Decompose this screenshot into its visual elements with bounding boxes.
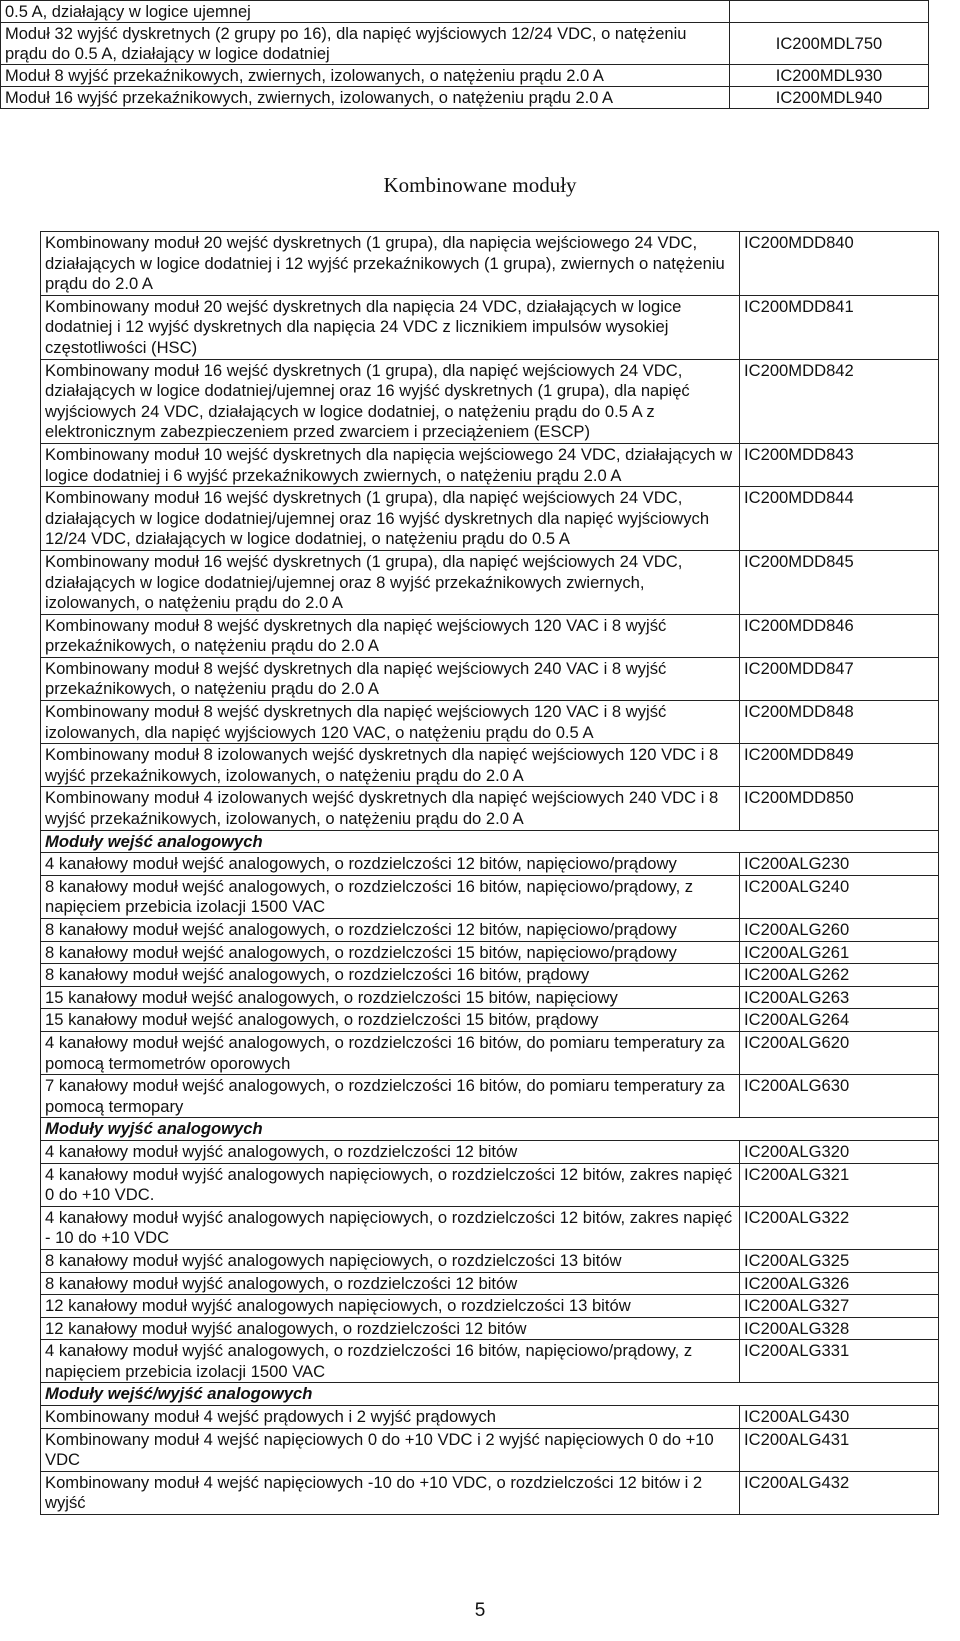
module-description: Kombinowany moduł 16 wejść dyskretnych (1 grupa), dla napięć wejściowych 24 VDC, działających w logice dodatniej/ujemnej oraz 8 wyjść przekaźnikowych zwiernych, izolowanych, o natężeniu prądu do 2.0 A <box>41 550 740 614</box>
table-row <box>41 1009 939 1032</box>
table-row <box>41 550 939 614</box>
table-row <box>41 941 939 964</box>
table-row <box>41 487 939 551</box>
module-code: IC200ALG325 <box>740 1249 939 1272</box>
module-description: 8 kanałowy moduł wejść analogowych, o rozdzielczości 16 bitów, prądowy <box>41 964 740 987</box>
module-code: IC200MDD843 <box>740 443 939 486</box>
module-code: IC200MDD844 <box>740 487 939 551</box>
table-row <box>41 1075 939 1118</box>
module-code: IC200ALG430 <box>740 1406 939 1429</box>
module-description: Kombinowany moduł 4 wejść napięciowych 0 do +10 VDC i 2 wyjść napięciowych 0 do +10 VDC <box>41 1428 740 1471</box>
module-description: 7 kanałowy moduł wejść analogowych, o rozdzielczości 16 bitów, do pomiaru temperatury za pomocą termopary <box>41 1075 740 1118</box>
module-code: IC200ALG240 <box>740 875 939 918</box>
module-description: Kombinowany moduł 20 wejść dyskretnych (1 grupa), dla napięcia wejściowego 24 VDC, działających w logice dodatniej i 12 wyjść przekaźnikowych (1 grupa), zwiernych o natężeniu prądu do 2.0 A <box>41 232 740 296</box>
module-code: IC200ALG264 <box>740 1009 939 1032</box>
module-description: Kombinowany moduł 16 wejść dyskretnych (1 grupa), dla napięć wejściowych 24 VDC, działających w logice dodatniej/ujemnej oraz 16 wyjść dyskretnych (1 grupa), dla napięć wyjściowych 24 VDC, działających w logice dodatniej, o natężeniu prądu do 0.5 A z elektronicznym zabezpieczeniem przed zwarciem i przeciążeniem (ESCP) <box>41 359 740 443</box>
table-row <box>41 964 939 987</box>
module-description: Kombinowany moduł 4 izolowanych wejść dyskretnych dla napięć wejściowych 240 VDC i 8 wyjść przekaźnikowych, izolowanych, o natężeniu prądu do 2.0 A <box>41 787 740 830</box>
module-code: IC200MDD846 <box>740 614 939 657</box>
section-heading: Moduły wyjść analogowych <box>41 1118 939 1141</box>
table-row <box>41 1406 939 1429</box>
module-description: Kombinowany moduł 10 wejść dyskretnych dla napięcia wejściowego 24 VDC, działających w logice dodatniej i 6 wyjść przekaźnikowych zwiernych, o natężeniu prądu 2.0 A <box>41 443 740 486</box>
module-code: IC200ALG327 <box>740 1295 939 1318</box>
table-row <box>41 295 939 359</box>
module-description: 15 kanałowy moduł wejść analogowych, o rozdzielczości 15 bitów, prądowy <box>41 1009 740 1032</box>
module-description: 4 kanałowy moduł wejść analogowych, o rozdzielczości 16 bitów, do pomiaru temperatury za pomocą termometrów oporowych <box>41 1031 740 1074</box>
module-description: 12 kanałowy moduł wyjść analogowych, o rozdzielczości 12 bitów <box>41 1317 740 1340</box>
table-row <box>41 875 939 918</box>
module-code: IC200ALG260 <box>740 919 939 942</box>
module-code: IC200MDL930 <box>730 65 929 87</box>
table-row <box>41 614 939 657</box>
module-description: Kombinowany moduł 4 wejść napięciowych -10 do +10 VDC, o rozdzielczości 12 bitów i 2 wyjść <box>41 1471 740 1514</box>
section-heading: Moduły wejść analogowych <box>41 830 939 853</box>
module-code: IC200ALG322 <box>740 1206 939 1249</box>
module-description: Moduł 16 wyjść przekaźnikowych, zwiernych, izolowanych, o natężeniu prądu 2.0 A <box>1 87 730 109</box>
module-description: 4 kanałowy moduł wejść analogowych, o rozdzielczości 12 bitów, napięciowo/prądowy <box>41 853 740 876</box>
module-code: IC200MDD842 <box>740 359 939 443</box>
section-heading-row <box>41 1118 939 1141</box>
module-description: 15 kanałowy moduł wejść analogowych, o rozdzielczości 15 bitów, napięciowy <box>41 986 740 1009</box>
module-description: 4 kanałowy moduł wyjść analogowych, o rozdzielczości 16 bitów, napięciowo/prądowy, z napięciem przebicia izolacji 1500 VAC <box>41 1340 740 1383</box>
module-code: IC200MDD850 <box>740 787 939 830</box>
module-description: Kombinowany moduł 8 wejść dyskretnych dla napięć wejściowych 240 VAC i 8 wyjść przekaźnikowych, o natężeniu prądu do 2.0 A <box>41 657 740 700</box>
module-code <box>730 1 929 23</box>
module-description: Kombinowany moduł 16 wejść dyskretnych (1 grupa), dla napięć wejściowych 24 VDC, działających w logice dodatniej/ujemnej oraz 16 wyjść dyskretnych dla napięć wyjściowych 12/24 VDC, działających w logice dodatniej, o natężeniu prądu do 0.5 A <box>41 487 740 551</box>
table-row <box>41 1206 939 1249</box>
module-description: 4 kanałowy moduł wyjść analogowych napięciowych, o rozdzielczości 12 bitów, zakres napięć - 10 do +10 VDC <box>41 1206 740 1249</box>
top-table <box>0 0 929 109</box>
table-row <box>41 1140 939 1163</box>
module-code: IC200MDD849 <box>740 744 939 787</box>
module-description: Kombinowany moduł 8 wejść dyskretnych dla napięć wejściowych 120 VAC i 8 wyjść przekaźnikowych, o natężeniu prądu do 2.0 A <box>41 614 740 657</box>
table-row <box>1 65 929 87</box>
module-code: IC200ALG432 <box>740 1471 939 1514</box>
table-row <box>1 87 929 109</box>
module-description: 8 kanałowy moduł wejść analogowych, o rozdzielczości 16 bitów, napięciowo/prądowy, z napięciem przebicia izolacji 1500 VAC <box>41 875 740 918</box>
table-row <box>41 232 939 296</box>
module-code: IC200ALG263 <box>740 986 939 1009</box>
module-description: Moduł 8 wyjść przekaźnikowych, zwiernych, izolowanych, o natężeniu prądu 2.0 A <box>1 65 730 87</box>
table-row <box>41 744 939 787</box>
page-number: 5 <box>474 1600 486 1621</box>
module-code: IC200MDD847 <box>740 657 939 700</box>
module-code: IC200ALG230 <box>740 853 939 876</box>
module-code: IC200ALG320 <box>740 1140 939 1163</box>
module-code: IC200MDD840 <box>740 232 939 296</box>
module-description: 0.5 A, działający w logice ujemnej <box>1 1 730 23</box>
module-code: IC200ALG331 <box>740 1340 939 1383</box>
module-description: Kombinowany moduł 8 wejść dyskretnych dla napięć wejściowych 120 VAC i 8 wyjść izolowanych, dla napięć wyjściowych 120 VAC, o natężeniu prądu do 0.5 A <box>41 701 740 744</box>
section-heading-row <box>41 1383 939 1406</box>
module-description: 4 kanałowy moduł wyjść analogowych, o rozdzielczości 12 bitów <box>41 1140 740 1163</box>
module-code: IC200MDD845 <box>740 550 939 614</box>
module-description: 8 kanałowy moduł wyjść analogowych napięciowych, o rozdzielczości 13 bitów <box>41 1249 740 1272</box>
section-heading-row <box>41 830 939 853</box>
module-code: IC200MDD841 <box>740 295 939 359</box>
module-code: IC200ALG620 <box>740 1031 939 1074</box>
table-row <box>41 443 939 486</box>
table-row <box>41 1295 939 1318</box>
modules-table <box>40 231 939 1515</box>
module-code: IC200ALG262 <box>740 964 939 987</box>
section-title: Kombinowane moduły <box>383 173 577 197</box>
module-code: IC200ALG321 <box>740 1163 939 1206</box>
module-description: Kombinowany moduł 4 wejść prądowych i 2 wyjść prądowych <box>41 1406 740 1429</box>
module-code: IC200ALG431 <box>740 1428 939 1471</box>
module-code: IC200ALG261 <box>740 941 939 964</box>
module-description: 8 kanałowy moduł wejść analogowych, o rozdzielczości 15 bitów, napięciowo/prądowy <box>41 941 740 964</box>
table-row <box>41 657 939 700</box>
module-description: 4 kanałowy moduł wyjść analogowych napięciowych, o rozdzielczości 12 bitów, zakres napięć 0 do +10 VDC. <box>41 1163 740 1206</box>
modules-table-body <box>41 232 939 1515</box>
table-row <box>41 919 939 942</box>
module-code: IC200ALG326 <box>740 1272 939 1295</box>
table-row <box>1 23 929 65</box>
table-row <box>41 1272 939 1295</box>
module-description: 8 kanałowy moduł wyjść analogowych, o rozdzielczości 12 bitów <box>41 1272 740 1295</box>
module-description: Kombinowany moduł 8 izolowanych wejść dyskretnych dla napięć wejściowych 120 VDC i 8 wyjść przekaźnikowych, izolowanych, o natężeniu prądu do 2.0 A <box>41 744 740 787</box>
table-row <box>41 1163 939 1206</box>
table-row <box>1 1 929 23</box>
top-table-body <box>1 1 929 109</box>
table-row <box>41 1249 939 1272</box>
table-row <box>41 1340 939 1383</box>
table-row <box>41 1317 939 1340</box>
section-heading: Moduły wejść/wyjść analogowych <box>41 1383 939 1406</box>
table-row <box>41 1471 939 1514</box>
module-description: 8 kanałowy moduł wejść analogowych, o rozdzielczości 12 bitów, napięciowo/prądowy <box>41 919 740 942</box>
module-description: Moduł 32 wyjść dyskretnych (2 grupy po 16), dla napięć wyjściowych 12/24 VDC, o natężeniu prądu do 0.5 A, działający w logice dodatniej <box>1 23 730 65</box>
module-code: IC200ALG328 <box>740 1317 939 1340</box>
table-row <box>41 701 939 744</box>
table-row <box>41 787 939 830</box>
module-description: 12 kanałowy moduł wyjść analogowych napięciowych, o rozdzielczości 13 bitów <box>41 1295 740 1318</box>
module-code: IC200MDD848 <box>740 701 939 744</box>
table-row <box>41 986 939 1009</box>
module-code: IC200MDL750 <box>730 23 929 65</box>
table-row <box>41 1428 939 1471</box>
table-row <box>41 359 939 443</box>
module-code: IC200MDL940 <box>730 87 929 109</box>
table-row <box>41 853 939 876</box>
module-description: Kombinowany moduł 20 wejść dyskretnych dla napięcia 24 VDC, działających w logice dodatniej i 12 wyjść dyskretnych dla napięcia 24 VDC z licznikiem impulsów wysokiej częstotliwości (HSC) <box>41 295 740 359</box>
module-code: IC200ALG630 <box>740 1075 939 1118</box>
table-row <box>41 1031 939 1074</box>
